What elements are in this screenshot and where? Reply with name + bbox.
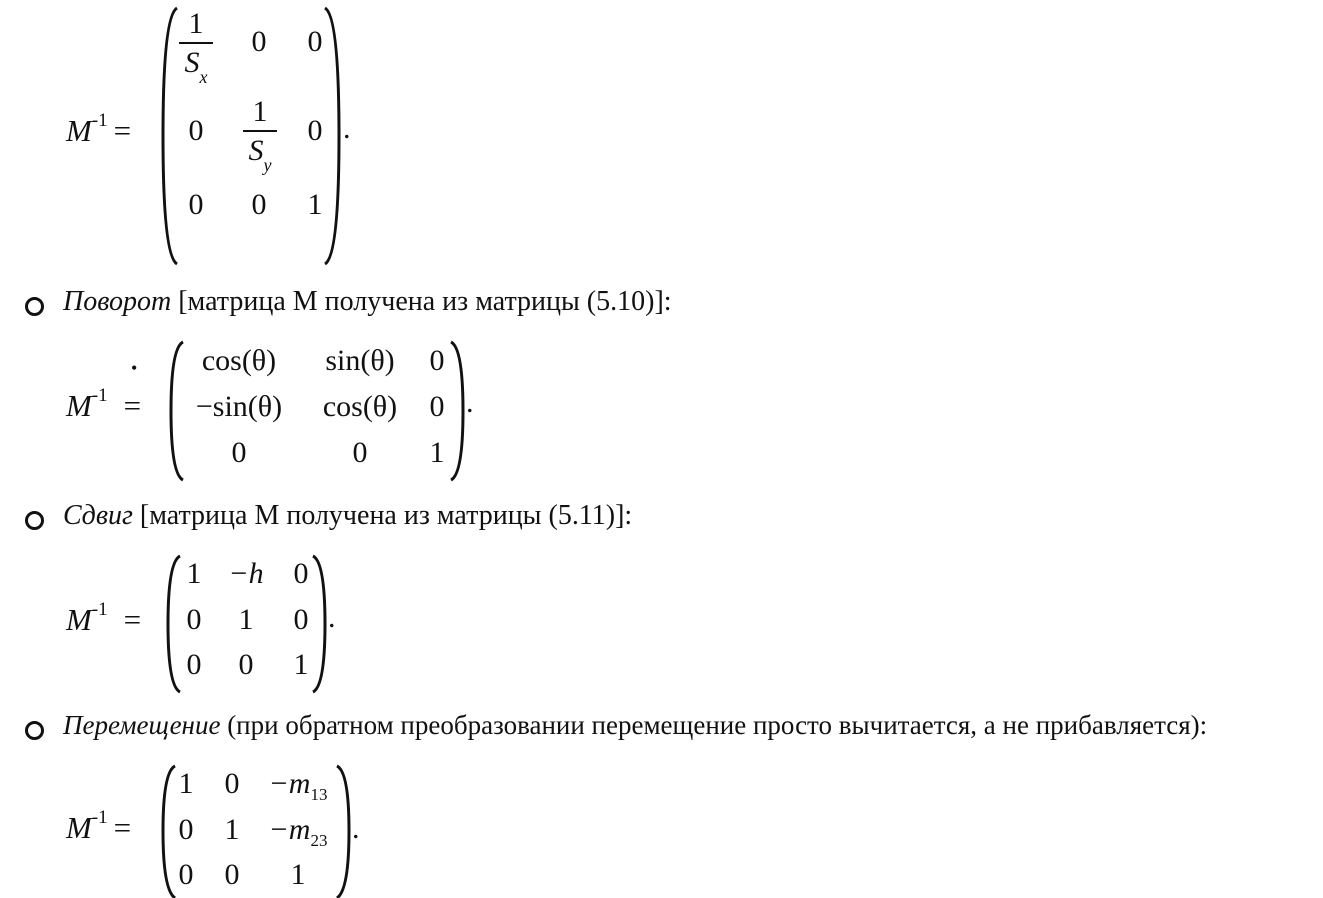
- right-paren: [448, 340, 466, 482]
- matrix-cell: 0: [251, 188, 267, 221]
- stray-mark: •: [131, 358, 138, 378]
- matrix-cell: cos(θ): [201, 344, 277, 377]
- matrix-cell: 0: [188, 188, 204, 221]
- matrix-cell-m13: $-m_{13}$: [268, 767, 328, 804]
- matrix-cell: 0: [224, 767, 240, 800]
- bullet-icon: [25, 511, 44, 530]
- matrix-cell: 1: [238, 603, 254, 636]
- matrix-cell: cos(θ): [322, 390, 398, 423]
- matrix-cell: 0: [231, 436, 247, 469]
- matrix-cell: 0: [186, 603, 202, 636]
- matrix-cell: 0: [178, 858, 194, 891]
- matrix-cell: 1: [178, 767, 194, 800]
- matrix-cell: 1: [307, 188, 323, 221]
- matrix-cell: 0: [251, 25, 267, 58]
- matrix-cell: 1: [429, 436, 445, 469]
- matrix-cell: 0: [293, 557, 309, 590]
- right-paren: [322, 6, 342, 266]
- shear-heading: Сдвиг [матрица М получена из матрицы (5.11)]:: [63, 500, 633, 531]
- period: .: [466, 386, 474, 419]
- matrix-cell: 0: [307, 25, 323, 58]
- matrix-cell: −h: [228, 557, 264, 590]
- matrix-cell: 0: [352, 436, 368, 469]
- translation-heading: Перемещение (при обратном преобразовании перемещение просто вычитается, а не прибавляется):: [63, 710, 1208, 740]
- fraction-bar: [179, 42, 213, 44]
- matrix-cell: 0: [186, 648, 202, 681]
- equation-lhs: $M^{-1}$ =: [66, 806, 132, 845]
- left-paren: [160, 6, 180, 266]
- fraction-1-over-sx: 1 $S_x$: [179, 8, 213, 90]
- matrix-cell: 1: [224, 813, 240, 846]
- matrix-cell: 1: [290, 858, 306, 891]
- matrix-cell: 0: [178, 813, 194, 846]
- matrix-cell: 1: [293, 648, 309, 681]
- matrix-cell: 0: [429, 390, 445, 423]
- fraction-bar: [243, 130, 277, 132]
- fraction-1-over-sy: 1 $S_y$: [243, 96, 277, 178]
- matrix-cell: 0: [293, 603, 309, 636]
- matrix-cell: sin(θ): [325, 344, 395, 377]
- right-paren: [310, 554, 328, 694]
- bullet-icon: [25, 721, 44, 740]
- equation-lhs: $M^{-1}$ =: [66, 384, 142, 423]
- bullet-icon: [25, 297, 44, 316]
- matrix-cell: 0: [238, 648, 254, 681]
- matrix-cell: 1: [186, 557, 202, 590]
- equation-lhs: $M^{-1}$ =: [66, 598, 142, 637]
- left-paren: [168, 340, 186, 482]
- equation-lhs: $M^{-1}$ =: [66, 109, 132, 148]
- matrix-cell: 0: [188, 114, 204, 147]
- right-paren: [334, 764, 352, 898]
- matrix-cell: 0: [429, 344, 445, 377]
- period: .: [352, 812, 360, 845]
- rotation-heading: Поворот [матрица М получена из матрицы (5.10)]:: [63, 286, 672, 317]
- period: .: [328, 601, 336, 634]
- matrix-cell-m23: $-m_{23}$: [268, 813, 328, 850]
- period: .: [343, 112, 351, 145]
- matrix-cell: −sin(θ): [195, 390, 283, 423]
- left-paren: [165, 554, 183, 694]
- matrix-cell: 0: [224, 858, 240, 891]
- left-paren: [160, 764, 178, 898]
- matrix-cell: 0: [307, 114, 323, 147]
